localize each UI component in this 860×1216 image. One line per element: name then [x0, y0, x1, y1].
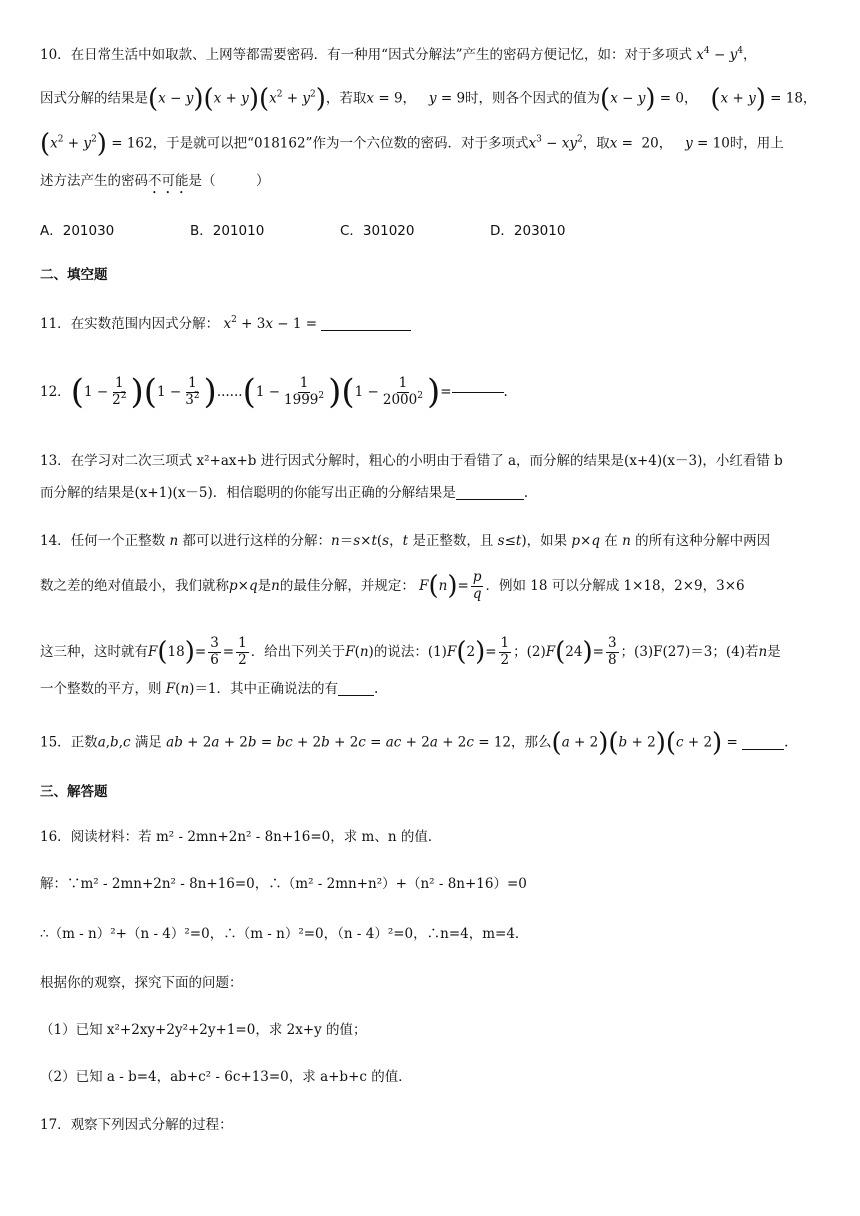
answer-blank[interactable]	[338, 695, 374, 696]
q10-line3: $(x^2 + y^2) = 162$，于是就可以把“018162”作为一个六位数的密码．对于多项式$x^3 - xy^2$，取x = 20， y = 10时，用上	[40, 129, 784, 159]
q10-line2: 因式分解的结果是$(x - y)(x + y)(x^2 + y^2)$，若取x = 9， y = 9时，则各个因式的值为(x − y) = 0， (x + y) = 18，	[40, 84, 817, 114]
q10-line4: 述方法产生的密码不可能是（ ）	[40, 173, 270, 189]
q11: 11．在实数范围内因式分解： $x^2 + 3x - 1$ =	[40, 313, 830, 335]
option-c[interactable]: C．301020	[340, 223, 415, 239]
q16-line6: （2）已知 a - b=4，ab+c² - 6c+13=0，求 a+b+c 的值．	[40, 1069, 412, 1085]
q16-line2: 解：∵m² - 2mn+2n² - 8n+16=0，∴（m² - 2mn+n²）+（n² - 8n+16）=0	[40, 876, 527, 892]
option-a[interactable]: A．201030	[40, 223, 115, 239]
q14-line2: 数之差的绝对值最小，我们就称 p × q 是 n 的最佳分解，并规定： F ( n ) = $\frac{p}{q}$ ．例如 18 可以分解成 1×18，2×9，3×6	[40, 568, 745, 602]
q15: 15．正数a,b,c 满足 ab + 2a + 2b = bc + 2b + 2c = ac + 2a + 2c = 12，那么(a + 2)(b + 2)(c + 2) = .	[40, 728, 789, 758]
q13-line1: 13．在学习对二次三项式 x²+ax+b 进行因式分解时，粗心的小明由于看错了 a，而分解的结果是(x+4)(x－3)，小红看错 b	[40, 453, 783, 469]
q16-line4: 根据你的观察，探究下面的问题：	[40, 975, 243, 991]
answer-blank[interactable]	[742, 749, 784, 750]
q13-line2: 而分解的结果是(x+1)(x－5)．相信聪明的你能写出正确的分解结果是 .	[40, 485, 529, 501]
q16-line1: 16．阅读材料：若 m² - 2mn+2n² - 8n+16=0，求 m、n 的值．	[40, 829, 442, 845]
q14-line3: 这三种，这时就有 F ( 18 ) = $\frac{3}{6}$ = $\frac{1}{2}$ ．给出下列关于 F ( n ) 的说法：(1) F ( 2 ) = $\frac{1}{2}$ ；(2) F ( 24 ) = $\frac{3}{8}$ ；(3)F(27)＝3；(4)若 n 是	[40, 634, 781, 668]
section-title-answer: 三、解答题	[40, 784, 108, 800]
q14-line1: 14．任何一个正整数 n 都可以进行这样的分解：n＝s×t(s，t 是正整数，且 s≤t)，如果 p×q 在 n 的所有这种分解中两因	[40, 533, 771, 549]
q16-line3: ∴（m - n）²+（n - 4）²=0，∴（m - n）²=0，（n - 4）²=0，∴n=4，m=4．	[40, 926, 529, 942]
question-number: 10．	[40, 47, 71, 63]
q14-line4: 一个整数的平方，则 F(n)＝1．其中正确说法的有 .	[40, 681, 379, 697]
option-d[interactable]: D．203010	[490, 223, 566, 239]
section-title-fill-in: 二、填空题	[40, 267, 108, 283]
q10-line1: 10．在日常生活中如取款、上网等都需要密码．有一种用“因式分解法”产生的密码方便记忆，如：对于多项式 $x^4 - y^4$，	[40, 46, 757, 63]
answer-blank[interactable]	[456, 499, 524, 500]
q16-line5: （1）已知 x²+2xy+2y²+2y+1=0，求 2x+y 的值；	[40, 1022, 367, 1038]
q10-options	[40, 220, 830, 242]
answer-blank[interactable]	[321, 330, 411, 331]
q12: 12． ( 1 − $\frac{1}{2^2}$ ) ( 1 − $\frac{1}{3^2}$ ) ...... ( 1 − $\frac{1}{1999^2}$ ) ( 1 − $\frac{1}{2000^2}$ ) = .	[40, 372, 508, 412]
answer-blank[interactable]	[452, 392, 504, 393]
q17: 17．观察下列因式分解的过程：	[40, 1117, 233, 1133]
option-b[interactable]: B．201010	[190, 223, 265, 239]
